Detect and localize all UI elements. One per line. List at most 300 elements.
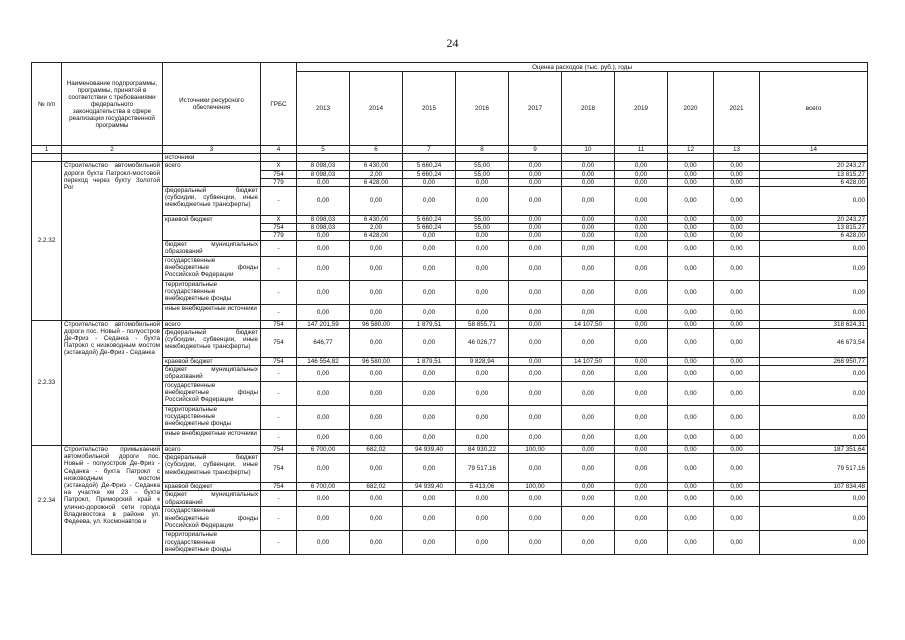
value-cell: 0,00 xyxy=(562,430,615,446)
value-cell: 0,00 xyxy=(509,430,562,446)
value-cell: 0,00 xyxy=(714,187,760,216)
source-cell: бюджет муниципальных образований xyxy=(163,366,261,382)
value-cell: 0,00 xyxy=(714,454,760,483)
column-index: 14 xyxy=(760,146,868,154)
grbs-cell: - xyxy=(261,304,297,320)
value-cell: 0,00 xyxy=(668,366,714,382)
value-cell: 0,00 xyxy=(668,232,714,240)
value-cell: 0,00 xyxy=(297,304,350,320)
value-cell: 0,00 xyxy=(509,240,562,256)
source-cell: всего xyxy=(163,320,261,328)
value-cell: 0,00 xyxy=(668,507,714,531)
source-cell: государственные внебюджетные фонды Российской Федерации xyxy=(163,382,261,406)
value-cell: 0,00 xyxy=(297,454,350,483)
value-cell: 0,00 xyxy=(760,280,868,304)
value-cell: 100,00 xyxy=(509,483,562,491)
value-cell: 0,00 xyxy=(403,328,456,357)
column-index: 4 xyxy=(261,146,297,154)
grbs-cell: 754 xyxy=(261,357,297,365)
source-cell: бюджет муниципальных образований xyxy=(163,240,261,256)
value-cell: 2,00 xyxy=(350,170,403,178)
value-cell: 318 624,31 xyxy=(760,320,868,328)
value-cell: 0,00 xyxy=(297,240,350,256)
value-cell: 6 430,00 xyxy=(350,216,403,224)
table-row xyxy=(32,162,868,170)
value-cell: 0,00 xyxy=(562,216,615,224)
num-cell xyxy=(32,154,62,162)
value-cell: 0,00 xyxy=(668,304,714,320)
column-index: 8 xyxy=(456,146,509,154)
source-cell: территориальные государственные внебюджетные фонды xyxy=(163,531,261,555)
source-cell: источники xyxy=(163,154,261,162)
value-cell: 0,00 xyxy=(509,224,562,232)
grbs-cell: X xyxy=(261,162,297,170)
value-cell: 0,00 xyxy=(615,178,668,186)
value-cell: 0,00 xyxy=(456,256,509,280)
value-cell: 0,00 xyxy=(668,382,714,406)
value-cell: 0,00 xyxy=(456,304,509,320)
value-cell: 58 855,71 xyxy=(456,320,509,328)
row-number: 2.2.33 xyxy=(32,320,62,445)
value-cell: 5 660,24 xyxy=(403,162,456,170)
value-cell: 0,00 xyxy=(562,162,615,170)
value-cell: 0,00 xyxy=(615,280,668,304)
value-cell: 0,00 xyxy=(297,280,350,304)
header-source: Источники ресурсного обеспечения xyxy=(163,63,261,146)
value-cell: 0,00 xyxy=(714,170,760,178)
value-cell: 2,00 xyxy=(350,224,403,232)
event-name: Строительство автомобильной дороги пос. Новый - полуостров Де-Фриз - Седанка - бухта Патрокл с низководным мостом (эстакадой) Де-Фриз - Седанка xyxy=(62,320,163,445)
value-cell: 0,00 xyxy=(668,256,714,280)
grbs-cell: 754 xyxy=(261,170,297,178)
value-cell: 0,00 xyxy=(562,328,615,357)
grbs-cell: - xyxy=(261,491,297,507)
value-cell: 0,00 xyxy=(714,240,760,256)
value-cell: 0,00 xyxy=(615,430,668,446)
value-cell: 13 815,27 xyxy=(760,224,868,232)
header-name: Наименование подпрограммы, программы, принятой в соответствии с требованиями федерального законодательства в сфере реализации государственной программы xyxy=(62,63,163,146)
grbs-cell: - xyxy=(261,531,297,555)
value-cell: 0,00 xyxy=(509,280,562,304)
value-cell: 0,00 xyxy=(456,280,509,304)
value-cell: 0,00 xyxy=(403,280,456,304)
value-cell: 0,00 xyxy=(668,357,714,365)
value-cell: 0,00 xyxy=(562,304,615,320)
value-cell xyxy=(760,154,868,162)
value-cell: 0,00 xyxy=(615,531,668,555)
value-cell: 8 098,03 xyxy=(297,170,350,178)
value-cell: 0,00 xyxy=(562,170,615,178)
name-cell xyxy=(62,154,163,162)
value-cell: 0,00 xyxy=(403,531,456,555)
value-cell: 5 413,06 xyxy=(456,483,509,491)
value-cell: 0,00 xyxy=(350,256,403,280)
value-cell: 0,00 xyxy=(403,187,456,216)
value-cell: 0,00 xyxy=(668,320,714,328)
header-year: 2018 xyxy=(562,72,615,146)
value-cell: 0,00 xyxy=(509,170,562,178)
value-cell: 682,02 xyxy=(350,483,403,491)
source-cell: краевой бюджет xyxy=(163,216,261,241)
value-cell: 0,00 xyxy=(297,491,350,507)
value-cell: 0,00 xyxy=(509,491,562,507)
value-cell: 0,00 xyxy=(509,454,562,483)
value-cell: 0,00 xyxy=(403,256,456,280)
source-cell: территориальные государственные внебюджетные фонды xyxy=(163,406,261,430)
value-cell: 0,00 xyxy=(714,357,760,365)
value-cell: 0,00 xyxy=(668,430,714,446)
source-cell: краевой бюджет xyxy=(163,357,261,365)
source-cell: федеральный бюджет (субсидии, субвенции, иные межбюджетные трансферты) xyxy=(163,328,261,357)
value-cell: 187 351,64 xyxy=(760,446,868,454)
value-cell: 0,00 xyxy=(456,507,509,531)
value-cell: 79 517,16 xyxy=(456,454,509,483)
header-group: Оценка расходов (тыс. руб.), годы xyxy=(297,63,868,72)
value-cell xyxy=(350,154,403,162)
value-cell: 0,00 xyxy=(668,170,714,178)
value-cell: 146 554,82 xyxy=(297,357,350,365)
row-number: 2.2.32 xyxy=(32,162,62,320)
value-cell: 0,00 xyxy=(562,531,615,555)
header-year: 2017 xyxy=(509,72,562,146)
value-cell: 0,00 xyxy=(714,328,760,357)
header-year: 2020 xyxy=(668,72,714,146)
value-cell: 0,00 xyxy=(714,507,760,531)
value-cell: 0,00 xyxy=(350,366,403,382)
value-cell: 0,00 xyxy=(297,366,350,382)
value-cell: 0,00 xyxy=(668,240,714,256)
value-cell: 0,00 xyxy=(714,304,760,320)
value-cell: 0,00 xyxy=(714,430,760,446)
value-cell: 0,00 xyxy=(456,430,509,446)
value-cell: 0,00 xyxy=(714,366,760,382)
value-cell: 0,00 xyxy=(714,531,760,555)
value-cell: 6 700,00 xyxy=(297,483,350,491)
value-cell: 0,00 xyxy=(562,491,615,507)
value-cell: 0,00 xyxy=(297,232,350,240)
value-cell: 0,00 xyxy=(297,507,350,531)
value-cell: 0,00 xyxy=(350,240,403,256)
source-cell: бюджет муниципальных образований xyxy=(163,491,261,507)
table-row xyxy=(32,320,868,328)
value-cell: 0,00 xyxy=(615,454,668,483)
value-cell: 6 700,00 xyxy=(297,446,350,454)
budget-table xyxy=(31,62,868,555)
value-cell: 0,00 xyxy=(615,483,668,491)
value-cell: 0,00 xyxy=(615,162,668,170)
value-cell: 0,00 xyxy=(714,491,760,507)
value-cell: 0,00 xyxy=(297,531,350,555)
column-index: 2 xyxy=(62,146,163,154)
value-cell: 0,00 xyxy=(562,224,615,232)
value-cell: 0,00 xyxy=(297,187,350,216)
value-cell: 0,00 xyxy=(350,491,403,507)
value-cell: 0,00 xyxy=(615,187,668,216)
header-grbs: ГРБС xyxy=(261,63,297,146)
value-cell: 0,00 xyxy=(760,430,868,446)
value-cell: 94 939,40 xyxy=(403,446,456,454)
grbs-cell: - xyxy=(261,280,297,304)
grbs-cell: 754 xyxy=(261,483,297,491)
value-cell: 20 243,27 xyxy=(760,216,868,224)
value-cell xyxy=(403,154,456,162)
value-cell: 1 879,51 xyxy=(403,320,456,328)
value-cell: 0,00 xyxy=(403,366,456,382)
value-cell: 0,00 xyxy=(668,491,714,507)
value-cell: 13 815,27 xyxy=(760,170,868,178)
grbs-cell: 754 xyxy=(261,328,297,357)
value-cell: 0,00 xyxy=(456,382,509,406)
grbs-cell xyxy=(261,154,297,162)
value-cell: 0,00 xyxy=(714,280,760,304)
value-cell: 0,00 xyxy=(615,406,668,430)
value-cell: 0,00 xyxy=(403,491,456,507)
source-cell: федеральный бюджет (субсидии, субвенции, иные межбюджетные трансферты) xyxy=(163,187,261,216)
value-cell: 0,00 xyxy=(562,256,615,280)
value-cell xyxy=(562,154,615,162)
value-cell: 0,00 xyxy=(615,304,668,320)
grbs-cell: - xyxy=(261,187,297,216)
source-cell: всего xyxy=(163,446,261,454)
value-cell: 79 517,16 xyxy=(760,454,868,483)
column-index: 9 xyxy=(509,146,562,154)
value-cell: 1 879,51 xyxy=(403,357,456,365)
table-row xyxy=(32,446,868,454)
value-cell: 0,00 xyxy=(714,162,760,170)
column-index: 5 xyxy=(297,146,350,154)
value-cell: 0,00 xyxy=(562,406,615,430)
value-cell: 0,00 xyxy=(509,187,562,216)
value-cell: 0,00 xyxy=(509,178,562,186)
value-cell: 0,00 xyxy=(350,280,403,304)
value-cell: 0,00 xyxy=(350,430,403,446)
grbs-cell: - xyxy=(261,256,297,280)
row-number: 2.2.34 xyxy=(32,446,62,555)
header-year: 2014 xyxy=(350,72,403,146)
header-year: 2015 xyxy=(403,72,456,146)
column-index: 10 xyxy=(562,146,615,154)
value-cell: 0,00 xyxy=(562,280,615,304)
value-cell: 0,00 xyxy=(615,446,668,454)
value-cell: 0,00 xyxy=(403,382,456,406)
value-cell: 55,00 xyxy=(456,162,509,170)
value-cell: 0,00 xyxy=(668,328,714,357)
value-cell: 20 243,27 xyxy=(760,162,868,170)
source-cell: иные внебюджетные источники xyxy=(163,430,261,446)
value-cell: 0,00 xyxy=(509,216,562,224)
value-cell: 0,00 xyxy=(760,187,868,216)
table-body xyxy=(32,154,868,555)
value-cell: 0,00 xyxy=(509,531,562,555)
value-cell: 0,00 xyxy=(562,507,615,531)
value-cell: 0,00 xyxy=(456,366,509,382)
grbs-cell: - xyxy=(261,430,297,446)
value-cell: 0,00 xyxy=(350,187,403,216)
value-cell: 0,00 xyxy=(350,304,403,320)
value-cell: 0,00 xyxy=(668,446,714,454)
value-cell: 0,00 xyxy=(668,531,714,555)
value-cell: 0,00 xyxy=(403,178,456,186)
value-cell: 0,00 xyxy=(297,406,350,430)
value-cell: 0,00 xyxy=(668,454,714,483)
value-cell: 94 939,40 xyxy=(403,483,456,491)
value-cell: 0,00 xyxy=(668,162,714,170)
value-cell: 268 950,77 xyxy=(760,357,868,365)
value-cell xyxy=(297,154,350,162)
value-cell: 96 580,00 xyxy=(350,357,403,365)
source-cell: государственные внебюджетные фонды Российской Федерации xyxy=(163,256,261,280)
value-cell: 0,00 xyxy=(615,382,668,406)
value-cell: 0,00 xyxy=(714,178,760,186)
value-cell: 0,00 xyxy=(350,406,403,430)
value-cell: 0,00 xyxy=(456,406,509,430)
value-cell: 0,00 xyxy=(714,232,760,240)
value-cell xyxy=(714,154,760,162)
table-row xyxy=(32,154,868,162)
value-cell: 0,00 xyxy=(760,382,868,406)
value-cell: 0,00 xyxy=(668,224,714,232)
value-cell: 8 098,03 xyxy=(297,224,350,232)
value-cell: 0,00 xyxy=(509,406,562,430)
value-cell: 646,77 xyxy=(297,328,350,357)
grbs-cell: 754 xyxy=(261,446,297,454)
value-cell: 0,00 xyxy=(668,406,714,430)
value-cell: 0,00 xyxy=(562,240,615,256)
value-cell: 0,00 xyxy=(760,406,868,430)
value-cell: 0,00 xyxy=(615,256,668,280)
value-cell: 0,00 xyxy=(403,240,456,256)
event-name: Строительство примыкаений автомобильной дороги пос. Новый - полуостров Де-Фриз - Седанка - бухта Патрокл с низководным мостом (эстакадой) Де-Фриз - Седанка на участке км 23 - бухта Патрокл, Приморский край к улично-дорожной сети города Владивостока в районе ул. Федеева, ул. Космонавтов и xyxy=(62,446,163,555)
value-cell: 0,00 xyxy=(668,187,714,216)
value-cell: 0,00 xyxy=(760,366,868,382)
value-cell: 6 428,00 xyxy=(760,232,868,240)
value-cell: 5 660,24 xyxy=(403,224,456,232)
value-cell: 0,00 xyxy=(562,366,615,382)
value-cell: 0,00 xyxy=(615,491,668,507)
value-cell: 0,00 xyxy=(760,531,868,555)
grbs-cell: - xyxy=(261,507,297,531)
value-cell: 0,00 xyxy=(615,170,668,178)
value-cell: 0,00 xyxy=(668,280,714,304)
column-index: 11 xyxy=(615,146,668,154)
value-cell: 0,00 xyxy=(509,328,562,357)
value-cell: 55,00 xyxy=(456,170,509,178)
value-cell: 0,00 xyxy=(297,430,350,446)
value-cell: 14 107,50 xyxy=(562,357,615,365)
value-cell: 6 428,00 xyxy=(350,178,403,186)
value-cell: 0,00 xyxy=(350,328,403,357)
value-cell: 0,00 xyxy=(509,304,562,320)
header-year: 2016 xyxy=(456,72,509,146)
value-cell: 0,00 xyxy=(760,304,868,320)
value-cell: 0,00 xyxy=(562,187,615,216)
value-cell: 0,00 xyxy=(509,366,562,382)
value-cell: 0,00 xyxy=(668,178,714,186)
value-cell: 0,00 xyxy=(714,382,760,406)
value-cell: 0,00 xyxy=(509,357,562,365)
column-index: 12 xyxy=(668,146,714,154)
value-cell: 0,00 xyxy=(668,483,714,491)
value-cell: 100,00 xyxy=(509,446,562,454)
value-cell xyxy=(509,154,562,162)
header-num: № п/п xyxy=(32,63,62,146)
value-cell: 0,00 xyxy=(350,507,403,531)
value-cell: 0,00 xyxy=(760,507,868,531)
value-cell: 147 201,59 xyxy=(297,320,350,328)
column-index: 7 xyxy=(403,146,456,154)
value-cell: 0,00 xyxy=(456,491,509,507)
value-cell: 0,00 xyxy=(509,162,562,170)
value-cell: 8 098,03 xyxy=(297,216,350,224)
value-cell: 0,00 xyxy=(350,382,403,406)
value-cell: 46 673,54 xyxy=(760,328,868,357)
value-cell: 0,00 xyxy=(562,382,615,406)
value-cell: 0,00 xyxy=(714,446,760,454)
grbs-cell: 754 xyxy=(261,320,297,328)
grbs-cell: 779 xyxy=(261,232,297,240)
column-index: 3 xyxy=(163,146,261,154)
page-number: 24 xyxy=(446,36,459,50)
value-cell: 0,00 xyxy=(509,256,562,280)
value-cell: 0,00 xyxy=(403,406,456,430)
event-name: Строительство автомобильной дороги бухта Патрокл-мостовой переход через бухту Золотой Рог xyxy=(62,162,163,320)
column-index: 6 xyxy=(350,146,403,154)
value-cell: 5 660,24 xyxy=(403,170,456,178)
value-cell: 0,00 xyxy=(760,240,868,256)
value-cell: 55,00 xyxy=(456,216,509,224)
value-cell: 5 660,24 xyxy=(403,216,456,224)
header-year: 2019 xyxy=(615,72,668,146)
value-cell: 6 428,00 xyxy=(760,178,868,186)
value-cell: 0,00 xyxy=(714,224,760,232)
value-cell: 0,00 xyxy=(714,483,760,491)
value-cell: 0,00 xyxy=(714,320,760,328)
value-cell: 9 828,94 xyxy=(456,357,509,365)
value-cell: 0,00 xyxy=(562,454,615,483)
source-cell: краевой бюджет xyxy=(163,483,261,491)
value-cell: 0,00 xyxy=(615,216,668,224)
value-cell xyxy=(615,154,668,162)
source-cell: всего xyxy=(163,162,261,187)
value-cell: 107 834,48 xyxy=(760,483,868,491)
grbs-cell: 754 xyxy=(261,454,297,483)
value-cell: 0,00 xyxy=(615,240,668,256)
value-cell: 0,00 xyxy=(714,216,760,224)
value-cell: 0,00 xyxy=(509,320,562,328)
value-cell: 0,00 xyxy=(509,382,562,406)
value-cell: 6 430,00 xyxy=(350,162,403,170)
value-cell xyxy=(456,154,509,162)
grbs-cell: - xyxy=(261,366,297,382)
value-cell: 0,00 xyxy=(403,304,456,320)
grbs-cell: - xyxy=(261,382,297,406)
value-cell: 0,00 xyxy=(615,328,668,357)
source-cell: федеральный бюджет (субсидии, субвенции, иные межбюджетные трансферты) xyxy=(163,454,261,483)
value-cell: 0,00 xyxy=(714,256,760,280)
column-index: 13 xyxy=(714,146,760,154)
value-cell: 0,00 xyxy=(456,232,509,240)
value-cell: 0,00 xyxy=(456,531,509,555)
header-year: 2013 xyxy=(297,72,350,146)
value-cell: 0,00 xyxy=(350,454,403,483)
value-cell: 0,00 xyxy=(615,366,668,382)
value-cell: 0,00 xyxy=(562,446,615,454)
value-cell: 0,00 xyxy=(350,531,403,555)
column-index: 1 xyxy=(32,146,62,154)
value-cell: 0,00 xyxy=(297,178,350,186)
grbs-cell: 779 xyxy=(261,178,297,186)
value-cell: 0,00 xyxy=(562,178,615,186)
